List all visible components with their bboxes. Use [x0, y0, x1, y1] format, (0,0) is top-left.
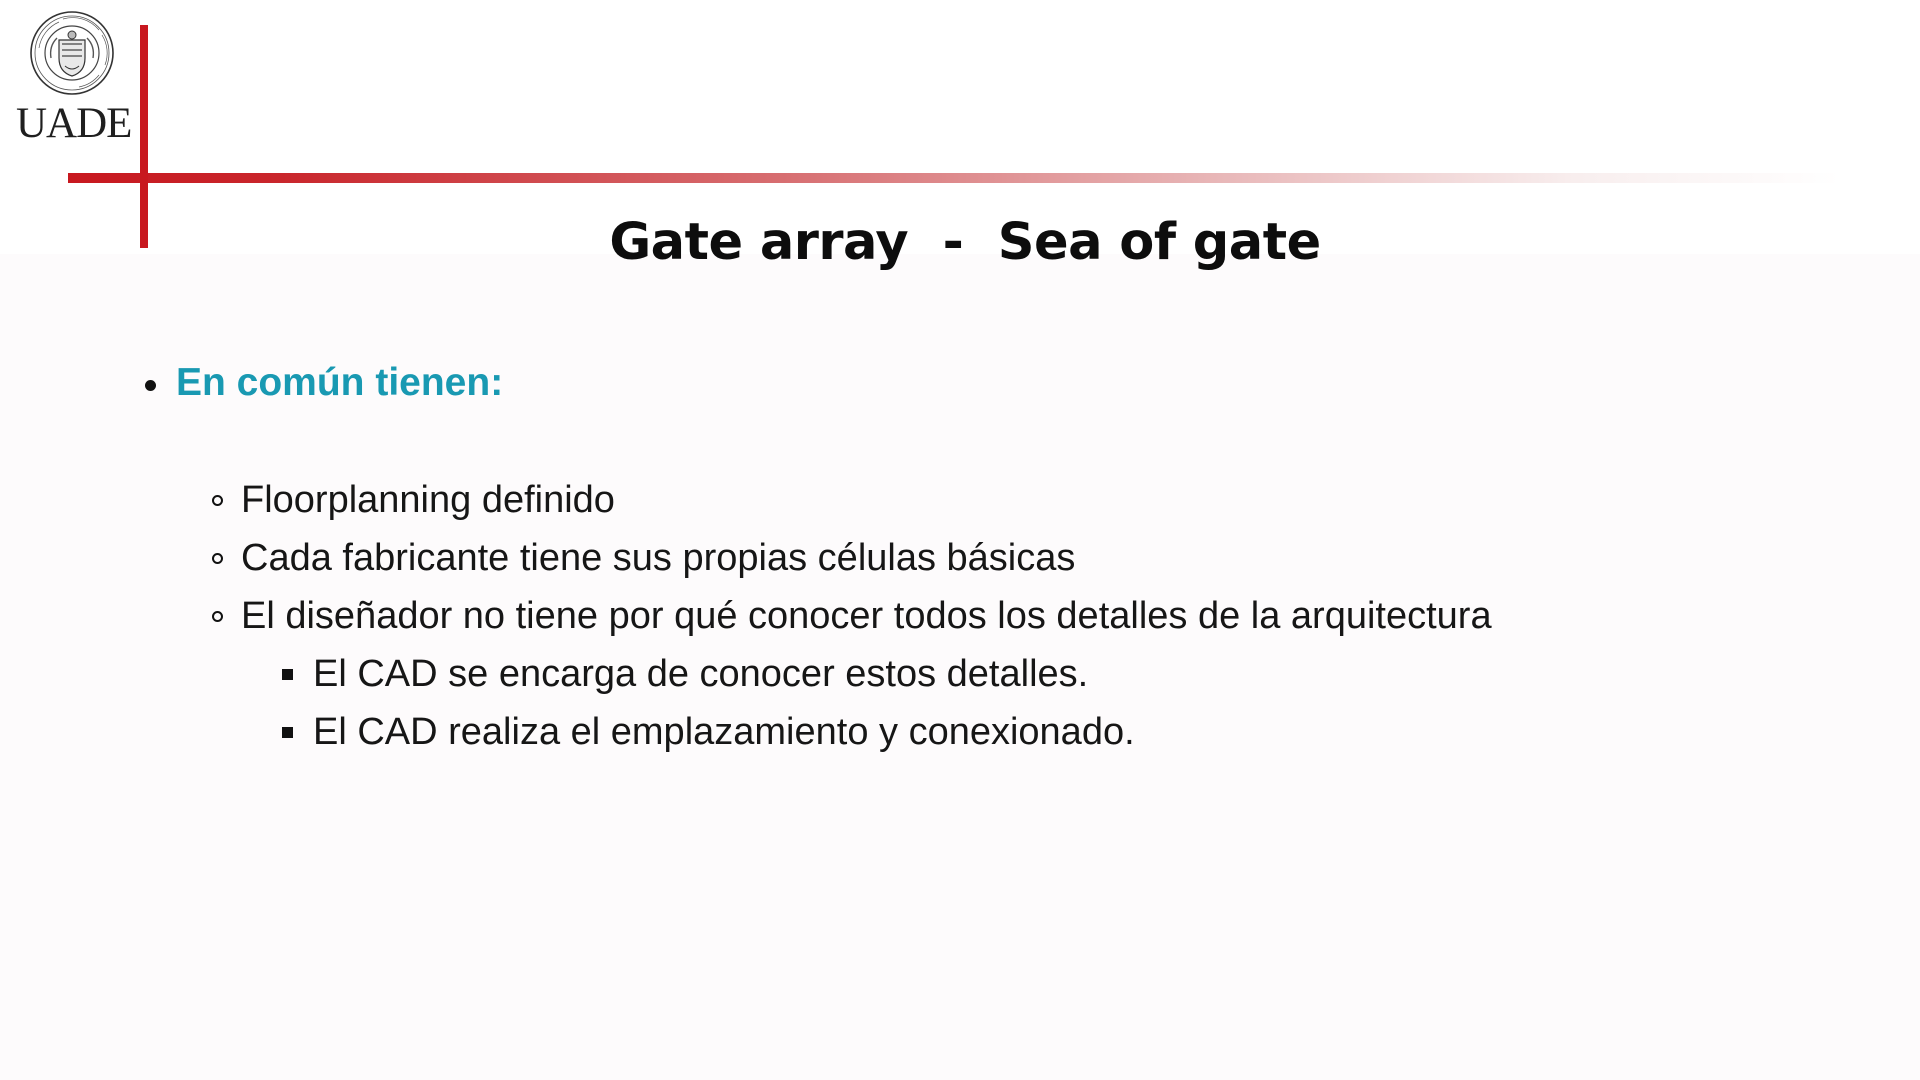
- square-bullet-icon: [282, 727, 293, 738]
- hollow-circle-bullet-icon: [212, 611, 223, 622]
- bullet-dot-icon: [145, 380, 156, 391]
- sub-bullet-text: Floorplanning definido: [241, 478, 615, 521]
- sub-bullet-item: [212, 587, 1492, 645]
- bullet-label: En común tienen:: [176, 361, 504, 404]
- square-bullet-icon: [282, 669, 293, 680]
- sub-bullet-list: [212, 471, 1492, 645]
- header-horizontal-bar: [68, 173, 1840, 183]
- sub-sub-bullet-text: El CAD se encarga de conocer estos detalles.: [313, 652, 1089, 695]
- sub-bullet-text: El diseñador no tiene por qué conocer todos los detalles de la arquitectura: [241, 594, 1492, 637]
- uade-logo: [16, 10, 130, 145]
- sub-sub-bullet-text: El CAD realiza el emplazamiento y conexionado.: [313, 710, 1135, 753]
- sub-bullet-item: [212, 471, 1492, 529]
- hollow-circle-bullet-icon: [212, 553, 223, 564]
- sub-sub-bullet-item: [282, 645, 1135, 703]
- hollow-circle-bullet-icon: [212, 495, 223, 506]
- slide-title: Gate array - Sea of gate: [609, 213, 1321, 272]
- bullet-level-1: [145, 355, 503, 411]
- sub-bullet-text: Cada fabricante tiene sus propias células básicas: [241, 536, 1076, 579]
- sub-bullet-item: [212, 529, 1492, 587]
- sub-sub-bullet-item: [282, 703, 1135, 761]
- university-seal-icon: [29, 10, 115, 96]
- sub-sub-bullet-list: [282, 645, 1135, 761]
- logo-text: UADE: [16, 100, 132, 147]
